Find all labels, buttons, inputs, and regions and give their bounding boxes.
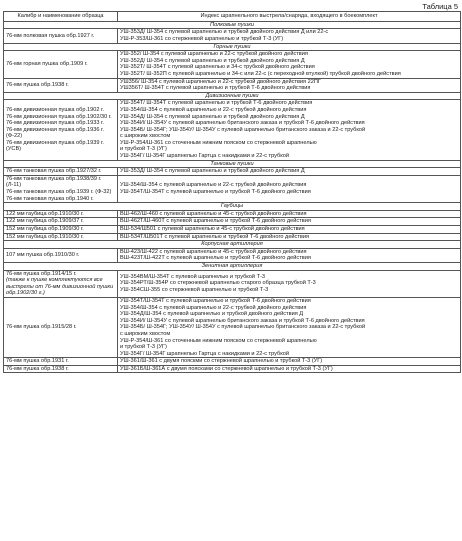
model-name: 76-мм дивизионная пушка обр.1939 г. (УСВ) xyxy=(6,139,104,153)
table-header-row xyxy=(4,12,461,22)
section-title: Горные пушки xyxy=(4,43,461,51)
model-note: (также к пушке комплектуются все выстрелы от 76-мм дивизионной пушки обр.1902/30 г.) xyxy=(6,277,114,297)
model-name: 76-мм горная пушка обр.1909 г. xyxy=(6,61,88,68)
model-cell xyxy=(4,175,118,202)
model-name: 76-мм пушка обр.1914/15 г. xyxy=(6,270,77,277)
ammo-line: УШ-354Д/ Ш-354 с пулевой шрапнелью и трубкой двойного действия Д xyxy=(120,113,305,120)
ammo-line: ВШ-462Т/Ш-460Т с пулевой шрапнелью и трубкой Т-6 двойного действия xyxy=(120,218,311,225)
model-name: 76-мм дивизионная пушка обр.1933 г. xyxy=(6,120,104,127)
model-name: 76-мм танковая пушка обр.1940 г. xyxy=(6,195,94,202)
table-row xyxy=(4,226,461,234)
model-name: 76-мм пушка обр.1938 г. xyxy=(6,81,69,88)
ammo-line: УШ-354СШ-355 со стержневой шрапнелью и трубкой Т-3 xyxy=(120,287,269,294)
model-name: 122 мм гаубица обр.1910/30 г. xyxy=(6,210,84,217)
model-name: 76-мм танковая пушка обр.1938/39 г. (Л-11) xyxy=(6,175,102,189)
table-row xyxy=(4,100,461,160)
table-caption: Таблица 5 xyxy=(422,2,458,11)
ammo-line: УШ-352Д/ Ш-354 с пулевой шрапнелью и трубкой двойного действия Д xyxy=(120,57,305,64)
model-name: 76-мм пушка обр.1915/28 г. xyxy=(6,324,77,331)
ammo-cell xyxy=(118,297,461,357)
ammo-cell xyxy=(118,78,461,92)
section-row xyxy=(4,43,461,51)
ammo-line: ВШ-423Т/Ш-422Т с пулевой шрапнелью и трубкой Т-6 двойного действия xyxy=(120,255,311,262)
ammo-cell xyxy=(118,248,461,262)
ammo-line: УШ-354Г/ Ш-354Г шрапнелью Гартца с накидками и 22-с трубкой xyxy=(120,350,289,357)
model-cell xyxy=(4,248,118,262)
model-cell xyxy=(4,78,118,92)
ammo-line: и трубкой Т-3 (УГ) xyxy=(120,146,167,153)
section-title: Зенитная артиллерия xyxy=(4,262,461,270)
ammo-line: УШ-354/Ш-354 с пулевой шрапнелью и 22-с трубкой двойного действия xyxy=(120,106,307,113)
section-row xyxy=(4,203,461,211)
ammo-line: и трубкой Т-3 (УГ) xyxy=(120,344,167,351)
table-row xyxy=(4,168,461,176)
ammo-line: УШ-354ВМ/Ш-354Т с пулевой шрапнелью и трубкой Т-3 xyxy=(120,273,265,280)
ammo-cell xyxy=(118,29,461,43)
ammo-line: УШ-354Г/ Ш-354Г шрапнелью Гартца с накидками и 22-с трубкой xyxy=(120,153,289,160)
section-title: Дивизионные пушки xyxy=(4,92,461,100)
ammo-line: УШ-354/Ш-354 с пулевой шрапнелью и 22-с трубкой двойного действия xyxy=(120,304,307,311)
model-cell xyxy=(4,51,118,78)
model-name: 76-мм пушка обр.1931 г. xyxy=(6,358,69,365)
section-row xyxy=(4,160,461,168)
header-model: Калибр и наименование образца xyxy=(4,12,118,22)
header-ammo-index: Индекс шрапнельного выстрела/снаряда, входящего в боекомплект xyxy=(118,12,461,22)
ammo-cell xyxy=(118,270,461,297)
section-title: Танковые пушки xyxy=(4,160,461,168)
ammo-line: УШ-354И/ Ш-354У с пулевой шрапнелью британского заказа и трубкой Т-6 двойного действия xyxy=(120,120,365,127)
ammo-cell xyxy=(118,175,461,202)
ammo-line: УШ-361Б/Ш-361А с двумя поясками со стержневой шрапнелью и трубкой Т-3 (УГ) xyxy=(120,365,333,372)
table-row xyxy=(4,358,461,366)
model-cell xyxy=(4,226,118,234)
ammo-line: УШ-354Б/ Ш-354Г; УШ-354У/ Ш-354У с пулевой шрапнелью британского заказа и 22-с трубкой xyxy=(120,126,366,133)
model-name: 76-мм танковая пушка обр.1939 г. (Ф-32) xyxy=(6,189,112,196)
model-cell xyxy=(4,233,118,241)
table-row xyxy=(4,218,461,226)
model-cell xyxy=(4,210,118,218)
model-cell xyxy=(4,297,118,357)
model-cell xyxy=(4,358,118,366)
table-row xyxy=(4,365,461,373)
model-name: 107 мм пушка обр.1910/30 г. xyxy=(6,252,80,259)
ammo-line: УШ-354Т/Ш-354Т с пулевой шрапнелью и трубкой Т-6 двойного действия xyxy=(120,297,311,304)
model-name: 76-мм дивизионная пушка обр.1902 г. xyxy=(6,106,104,113)
ammo-cell xyxy=(118,100,461,160)
ammo-line: УШ-361/Ш-361 с двумя пояскми со стержневой шрапнелью и трубкой Т-3 (УГ) xyxy=(120,358,323,365)
table-row xyxy=(4,297,461,357)
ammo-line: УШ-354Д/Ш-354 с пулевой шрапнелью и трубкой двойного действия Д xyxy=(120,311,304,318)
ammo-line: УШ-354Б/ Ш-354Г; УШ-354У/ Ш-354У с пулевой шрапнелью британского заказа и 22-с трубкой xyxy=(120,324,366,331)
section-row xyxy=(4,21,461,29)
model-name: 76-мм полковая пушка обр.1927 г. xyxy=(6,32,95,39)
ammo-line: УШ-352/ Ш-354 с пулевой шрапнелью и 22-с трубкой двойного действия xyxy=(120,51,308,58)
model-name: 76-мм дивизионная пушка обр.1902/30 г. xyxy=(6,113,112,120)
ammo-line: УШ356Т/ Ш-354Т с пулевой шрапнелью и трубкой Т-6 двойного действия xyxy=(120,85,311,92)
table-row xyxy=(4,248,461,262)
ammo-line: с широким хвостом xyxy=(120,330,171,337)
table-row xyxy=(4,175,461,202)
section-title: Гаубицы xyxy=(4,203,461,211)
model-cell xyxy=(4,270,118,297)
ammo-line: УШ-352Т/ Ш-354Т с пулевой шрапнелью и 34-с трубкой двойного действия xyxy=(120,64,315,71)
ammo-cell xyxy=(118,51,461,78)
ammo-line: УШ-354Т/ Ш-354Т с пулевой шрапнелью и трубкой Т-6 двойного действия xyxy=(120,100,313,107)
ammo-line: УШ-354/Ш-354 с пулевой шрапнелью и 22-с трубкой двойного действия xyxy=(120,182,307,189)
ammo-line: ВШ-534/Ш501 с пулевой шрапнелью и 45-с трубкой двойного действия xyxy=(120,226,305,233)
ammo-line: УШ-352Т/ Ш-352П с пулевой шрапнелью и 34-с или 22-с (с переходной втулкой) трубкой двойного действия xyxy=(120,70,401,77)
ammo-line: УШ-Р-354/Ш-361 со сточенным нижним пояском со стержневой шрапнелью xyxy=(120,337,317,344)
model-name: 76-мм танковая пушка обр.1927/32 г. xyxy=(6,168,102,175)
ammo-cell xyxy=(118,233,461,241)
ammo-line: ВШ-423/Ш-422 с пулевой шрапнелью и 45-с трубкой двойного действия xyxy=(120,248,307,255)
ammo-cell xyxy=(118,226,461,234)
table-row xyxy=(4,78,461,92)
ammo-line: УШ-354РТ/Ш-354Р со стержневой шрапнелью старого образца трубкой Т-3 xyxy=(120,280,316,287)
table-row xyxy=(4,29,461,43)
ammo-line: УШ-Р-354/Ш-361 со сточенным нижним пояском со стержневой шрапнелью xyxy=(120,139,317,146)
ammo-line: УШ-Р-353/Ш-361 со стержневой шрапнелью и трубкой Т-3 (УГ) xyxy=(120,35,284,42)
ammo-line: УШ356/ Ш-354 с пулевой шрапнелью и 22-с трубкой двойного действия 22ПГ xyxy=(120,78,321,85)
table-row xyxy=(4,233,461,241)
model-cell xyxy=(4,29,118,43)
section-row xyxy=(4,92,461,100)
ammo-cell xyxy=(118,218,461,226)
model-name: 152 мм гаубица обр.1909/30 г. xyxy=(6,226,84,233)
ammo-table xyxy=(3,11,461,373)
ammo-line: УШ-353Д/ Ш-354 с пулевой шрапнелью и трубкой двойного действия Д или 22-с xyxy=(120,29,329,36)
ammo-line: УШ-354Т/Ш-354Т с пулевой шрапнелью и трубкой Т-6 двойного действия xyxy=(120,189,311,196)
model-name: 76-мм пушка обр.1938 г. xyxy=(6,365,69,372)
table-row xyxy=(4,210,461,218)
section-title: Корпусная артиллерия xyxy=(4,241,461,249)
section-row xyxy=(4,262,461,270)
model-cell xyxy=(4,365,118,373)
section-title: Полковые пушки xyxy=(4,21,461,29)
ammo-line: УШ-354И/ Ш-354У с пулевой шрапнелью британского заказа и трубкой Т-6 двойного действия xyxy=(120,317,365,324)
ammo-cell xyxy=(118,210,461,218)
ammo-line: УШ-353Д/ Ш-354 с пулевой шрапнелью и трубкой двойного действия Д xyxy=(120,168,305,175)
table-body xyxy=(4,21,461,373)
model-name: 76-мм дивизионная пушка обр.1936 г. (Ф-22) xyxy=(6,126,104,140)
model-cell xyxy=(4,218,118,226)
model-cell xyxy=(4,168,118,176)
ammo-line: ВШ-534Т/Ш501Т с пулевой шрапнелью и трубкой Т-6 двойного действия xyxy=(120,233,310,240)
table-row xyxy=(4,51,461,78)
model-cell xyxy=(4,100,118,160)
ammo-cell xyxy=(118,365,461,373)
section-row xyxy=(4,241,461,249)
ammo-cell xyxy=(118,168,461,176)
ammo-line: с широким хвостом xyxy=(120,133,171,140)
table-row xyxy=(4,270,461,297)
model-name: 152 мм гаубица обр.1910/30 г. xyxy=(6,233,84,240)
model-name: 122 мм гаубица обр.1909/37 г. xyxy=(6,218,84,225)
ammo-cell xyxy=(118,358,461,366)
ammo-line: ВШ-462/Ш-460 с пулевой шрапнелью и 45-с трубкой двойного действия xyxy=(120,210,307,217)
